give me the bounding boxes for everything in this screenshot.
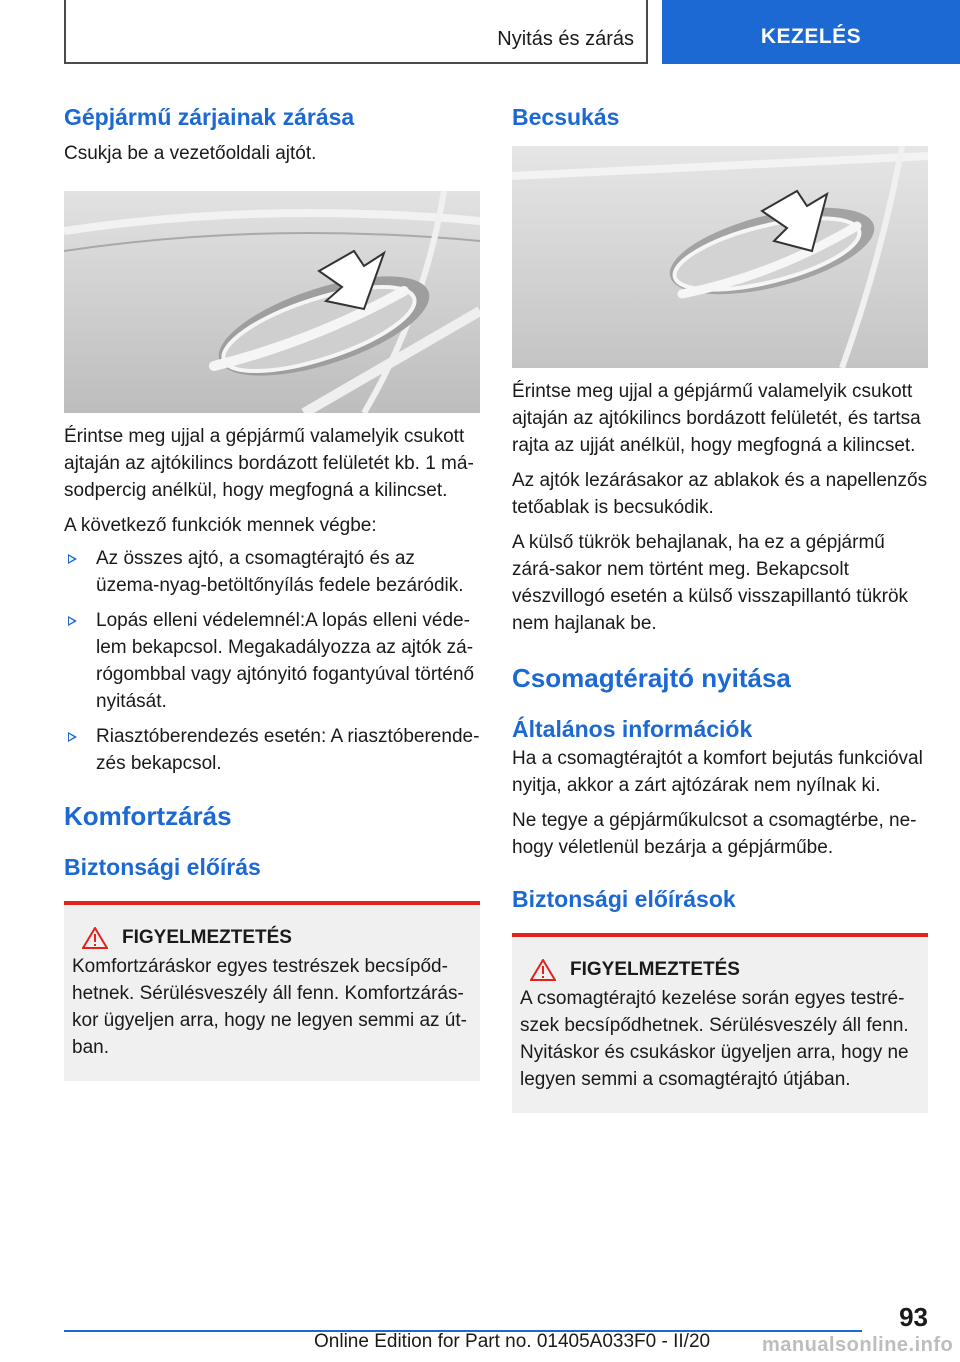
door-handle-image-close (512, 146, 928, 368)
header-chapter-tab[interactable]: KEZELÉS (662, 0, 960, 64)
list-item: Lopás elleni védelemnél:A lopás elleni véde-lem bekapcsol. Megakadályozza az ajtók zá-rógombbal vagy ajtónyitó fogantyúval történő nyitását. (64, 607, 480, 715)
list-item: Az összes ajtó, a csomagtérajtó és az üzema-nyag-betöltőnyílás fedele bezáródik. (64, 545, 480, 599)
warning-header (72, 927, 472, 949)
heading-closing: Becsukás (512, 104, 620, 130)
left-column (64, 100, 480, 1081)
warning-title: FIGYELMEZTETÉS (122, 927, 292, 948)
warning-text: A csomagtérajtó kezelése során egyes testré-szek becsípődhetnek. Sérülésveszély áll fenn. Nyitáskor és csukáskor ügyeljen arra, hogy ne legyen semmi a csomagtérajtó útjában. (520, 988, 909, 1090)
triangle-bullet-icon (68, 554, 77, 564)
footer-edition: Online Edition for Part no. 01405A033F0 - II/20 (314, 1331, 711, 1352)
list-item: Riasztóberendezés esetén: A riasztóberende-zés bekapcsol. (64, 723, 480, 777)
left-paragraph-1: Érintse meg ujjal a gépjármű valamelyik csukott ajtaján az ajtókilincs bordázott felületét kb. 1 má-sodpercig anélkül, hogy megfogná a kilincset. (64, 426, 474, 501)
warning-triangle-icon (530, 959, 556, 981)
right-column (512, 100, 928, 1113)
heading-locking: Gépjármű zárjainak zárása (64, 104, 355, 130)
function-list (64, 545, 480, 777)
triangle-bullet-icon (68, 616, 77, 626)
heading-comfort-lock: Komfortzárás (64, 801, 232, 831)
warning-box (512, 933, 928, 1113)
warning-text: Komfortzáráskor egyes testrészek becsípőd-hetnek. Sérülésveszély áll fenn. Komfortzárás-kor ügyeljen arra, hogy ne legyen semmi az út-ban. (72, 956, 467, 1058)
triangle-bullet-icon (68, 732, 77, 742)
header-section-title: Nyitás és zárás (497, 28, 634, 50)
warning-box (64, 901, 480, 1081)
intro-text: Csukja be a vezetőoldali ajtót. (64, 143, 317, 164)
right-paragraph-1: Érintse meg ujjal a gépjármű valamelyik csukott ajtaján az ajtókilincs bordázott felületét, és tartsa rajta az ujját anélkül, hogy megfogná a kilincset. (512, 381, 921, 456)
heading-tailgate-opening: Csomagtérajtó nyitása (512, 663, 791, 693)
door-handle-image-lock (64, 191, 480, 413)
page-number: 93 (899, 1302, 928, 1332)
warning-title: FIGYELMEZTETÉS (570, 959, 740, 980)
heading-safety-notes: Biztonsági előírások (512, 886, 736, 912)
heading-general-info: Általános információk (512, 716, 753, 742)
warning-triangle-icon (82, 927, 108, 949)
door-handle-illustration (64, 191, 480, 413)
right-paragraph-5: Ne tegye a gépjárműkulcsot a csomagtérbe, ne-hogy véletlenül bezárja a gépjárműbe. (512, 810, 917, 858)
right-paragraph-3: A külső tükrök behajlanak, ha ez a gépjármű zárá-sakor nem történt meg. Bekapcsolt vészvillogó esetén a külső visszapillantó tükrök nem hajlanak be. (512, 532, 909, 634)
right-paragraph-2: Az ajtók lezárásakor az ablakok és a napellenzős tetőablak is becsukódik. (512, 470, 928, 518)
door-handle-illustration (512, 146, 928, 368)
left-paragraph-2: A következő funkciók mennek végbe: (64, 515, 377, 536)
heading-safety-note: Biztonsági előírás (64, 854, 261, 880)
footer-watermark: manualsonline.info (762, 1334, 954, 1356)
right-paragraph-4: Ha a csomagtérajtót a komfort bejutás funkcióval nyitja, akkor a zárt ajtózárak nem nyílnak ki. (512, 748, 923, 796)
warning-header (520, 959, 920, 981)
